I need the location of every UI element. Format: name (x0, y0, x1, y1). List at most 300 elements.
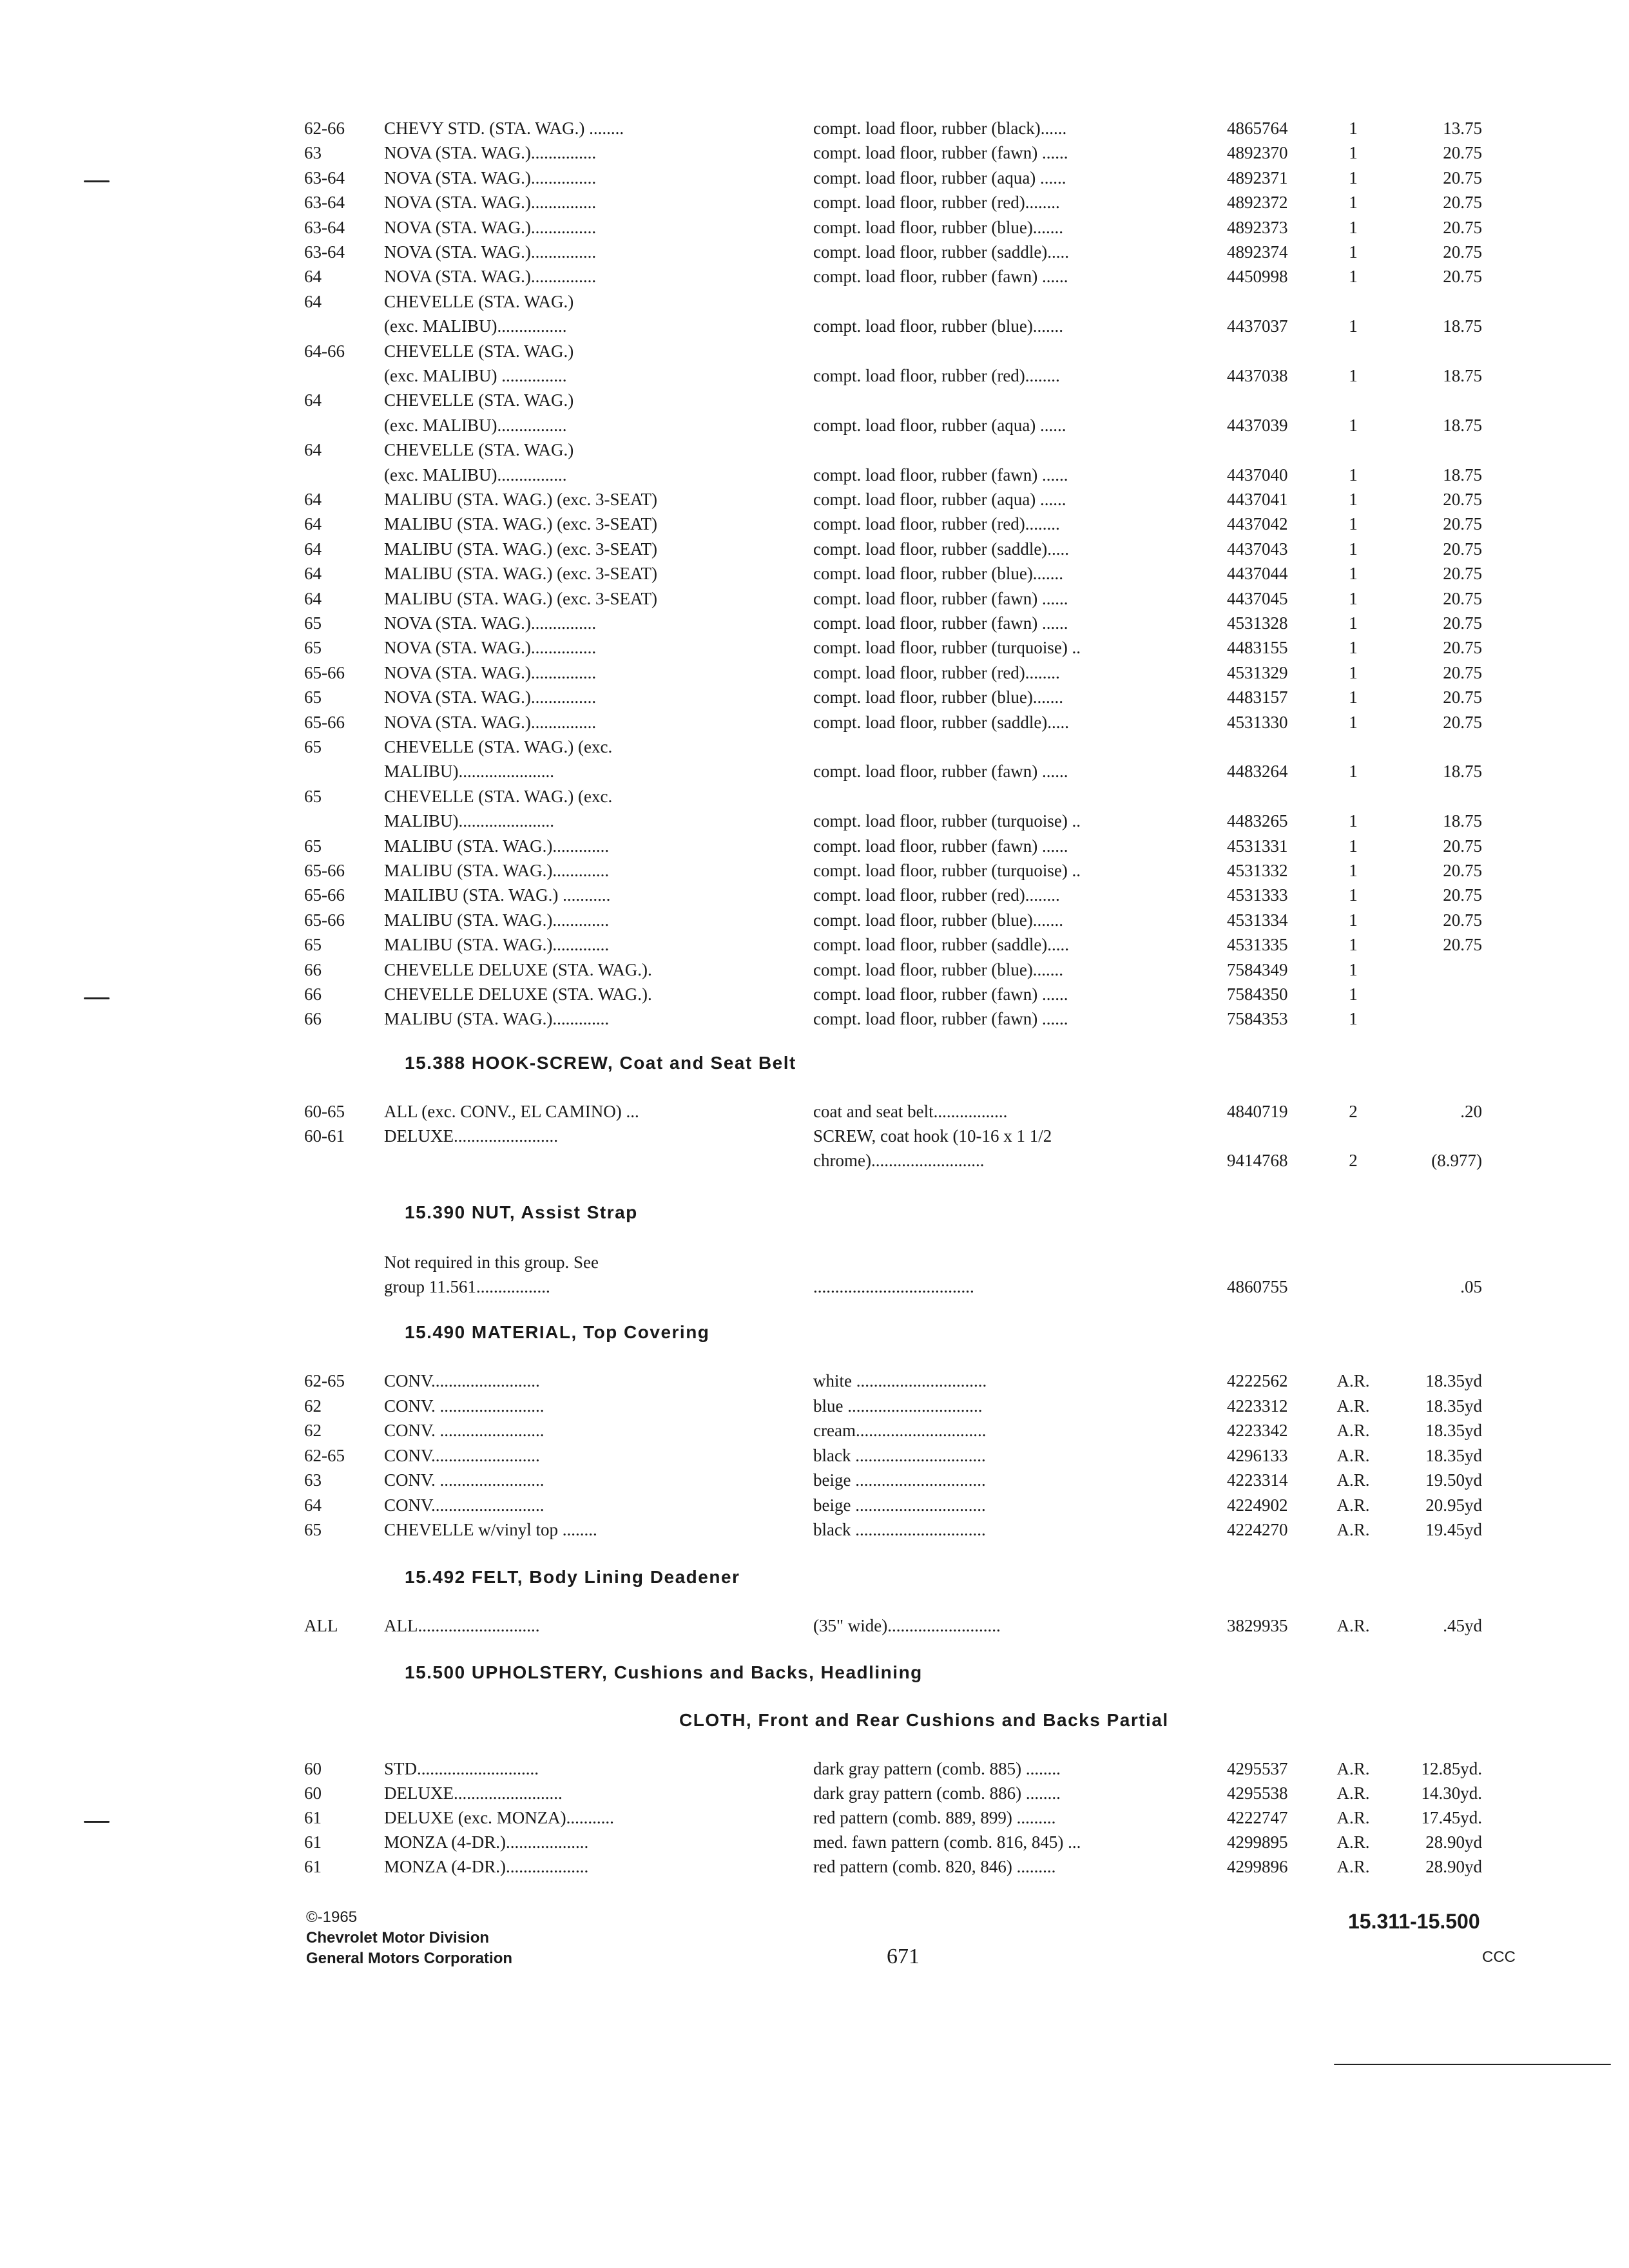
cell-price: 20.75 (1443, 836, 1482, 856)
cell-year: 61 (304, 1832, 322, 1852)
table-row (0, 858, 1629, 883)
cell-year: 63 (304, 1470, 322, 1490)
cell-price: 20.75 (1443, 143, 1482, 162)
cell-part: 4840719 (1227, 1102, 1288, 1121)
cell-price: 28.90yd (1425, 1857, 1482, 1876)
table-row (0, 512, 1629, 536)
cell-model: NOVA (STA. WAG.)............... (384, 168, 597, 187)
cell-price: 18.75 (1443, 316, 1482, 336)
cell-model: CONV. ........................ (384, 1470, 545, 1490)
cell-model: CONV......................... (384, 1371, 540, 1390)
cell-year: 64 (304, 292, 322, 311)
cell-model: CHEVELLE (STA. WAG.) (384, 440, 574, 459)
cell-part: 4223342 (1227, 1421, 1288, 1440)
cell-desc: compt. load floor, rubber (red)........ (813, 885, 1060, 905)
cell-model: NOVA (STA. WAG.)............... (384, 143, 597, 162)
cell-model: (exc. MALIBU) ............... (384, 366, 567, 385)
cell-desc: white .............................. (813, 1371, 987, 1390)
cell-model: MALIBU (STA. WAG.)............. (384, 861, 610, 880)
table-row (0, 215, 1629, 240)
cell-desc: compt. load floor, rubber (fawn) ...... (813, 267, 1068, 286)
cell-qty: 1 (1349, 168, 1358, 187)
cell-price: 20.75 (1443, 935, 1482, 954)
table-row (0, 1613, 1629, 1638)
cell-qty: 2 (1349, 1151, 1358, 1170)
cell-part: 4892372 (1227, 193, 1288, 212)
cell-year: 66 (304, 1009, 322, 1028)
table-row (0, 314, 1629, 338)
table-row (0, 561, 1629, 586)
cell-part: 4450998 (1227, 267, 1288, 286)
cell-model: NOVA (STA. WAG.)............... (384, 193, 597, 212)
cell-model: MALIBU (STA. WAG.) (exc. 3-SEAT) (384, 514, 658, 533)
cell-year: 65 (304, 836, 322, 856)
cell-qty: 1 (1349, 193, 1358, 212)
cell-desc: compt. load floor, rubber (red)........ (813, 663, 1060, 682)
cell-qty: A.R. (1336, 1421, 1370, 1440)
cell-model: DELUXE........................ (384, 1126, 558, 1146)
cell-qty: A.R. (1336, 1832, 1370, 1852)
cell-model: (exc. MALIBU)................ (384, 465, 567, 485)
cell-price: 20.75 (1443, 490, 1482, 509)
cell-year: 65-66 (304, 885, 345, 905)
punch-mark (84, 180, 110, 182)
cell-model: STD............................ (384, 1759, 539, 1778)
cell-part: 4531333 (1227, 885, 1288, 905)
cell-qty: 1 (1349, 1009, 1358, 1028)
cell-price: 20.75 (1443, 218, 1482, 237)
cell-model: CONV. ........................ (384, 1421, 545, 1440)
cell-model: CHEVELLE (STA. WAG.) (384, 341, 574, 361)
cell-year: 64 (304, 589, 322, 608)
cell-part: 4295537 (1227, 1759, 1288, 1778)
cell-part: 4437042 (1227, 514, 1288, 533)
cell-part: 7584350 (1227, 985, 1288, 1004)
cell-part: 4437037 (1227, 316, 1288, 336)
cell-desc: compt. load floor, rubber (fawn) ...... (813, 143, 1068, 162)
cell-qty: 1 (1349, 539, 1358, 559)
cell-year: 64 (304, 390, 322, 410)
table-row (0, 1250, 1629, 1274)
cell-price: 18.75 (1443, 465, 1482, 485)
cell-desc: red pattern (comb. 889, 899) ......... (813, 1808, 1056, 1827)
cell-model: Not required in this group. See (384, 1253, 599, 1272)
table-row (0, 982, 1629, 1006)
cell-qty: 1 (1349, 218, 1358, 237)
cell-qty: 1 (1349, 366, 1358, 385)
cell-qty: 1 (1349, 861, 1358, 880)
cell-part: 7584349 (1227, 960, 1288, 979)
cell-year: 64 (304, 440, 322, 459)
cell-qty: 1 (1349, 267, 1358, 286)
cell-desc: compt. load floor, rubber (turquoise) .. (813, 861, 1081, 880)
cell-part: 4222562 (1227, 1371, 1288, 1390)
table-row (0, 1517, 1629, 1542)
table-row (0, 363, 1629, 388)
cell-part: 4299895 (1227, 1832, 1288, 1852)
cell-year: 64 (304, 514, 322, 533)
cell-price: 18.75 (1443, 366, 1482, 385)
corporation-name: General Motors Corporation (306, 1950, 513, 1967)
cell-qty: A.R. (1336, 1446, 1370, 1465)
cell-price: 20.75 (1443, 514, 1482, 533)
cell-qty: A.R. (1336, 1759, 1370, 1778)
table-row (0, 1781, 1629, 1805)
table-row (0, 908, 1629, 932)
cell-qty: A.R. (1336, 1396, 1370, 1416)
cell-desc: compt. load floor, rubber (turquoise) .. (813, 638, 1081, 657)
cell-qty: 1 (1349, 910, 1358, 930)
cell-part: 4531331 (1227, 836, 1288, 856)
cell-price: 20.75 (1443, 589, 1482, 608)
cell-desc: blue ............................... (813, 1396, 983, 1416)
cell-desc: beige .............................. (813, 1470, 986, 1490)
cell-price: 14.30yd. (1421, 1783, 1482, 1803)
cell-model: CHEVELLE (STA. WAG.) (384, 292, 574, 311)
cell-model: NOVA (STA. WAG.)............... (384, 663, 597, 682)
cell-year: 66 (304, 985, 322, 1004)
cell-desc: compt. load floor, rubber (fawn) ...... (813, 762, 1068, 781)
cell-model: MALIBU (STA. WAG.)............. (384, 836, 610, 856)
table-row (0, 809, 1629, 833)
table-row (0, 289, 1629, 314)
cell-qty: 1 (1349, 514, 1358, 533)
cell-part: 4531330 (1227, 713, 1288, 732)
cell-model: MALIBU (STA. WAG.) (exc. 3-SEAT) (384, 564, 658, 583)
cell-qty: A.R. (1336, 1371, 1370, 1390)
cell-price: .05 (1460, 1277, 1482, 1296)
cell-desc: red pattern (comb. 820, 846) ......... (813, 1857, 1056, 1876)
cell-model: CHEVY STD. (STA. WAG.) ........ (384, 119, 624, 138)
division-name: Chevrolet Motor Division (306, 1929, 490, 1946)
cell-year: 65 (304, 787, 322, 806)
cell-qty: A.R. (1336, 1857, 1370, 1876)
cell-qty: 1 (1349, 416, 1358, 435)
cell-price: 20.95yd (1425, 1495, 1482, 1515)
cell-year: 65-66 (304, 663, 345, 682)
table-row (0, 1854, 1629, 1879)
cell-part: 4860755 (1227, 1277, 1288, 1296)
cell-part: 4437038 (1227, 366, 1288, 385)
cell-model: NOVA (STA. WAG.)............... (384, 242, 597, 262)
table-row (0, 388, 1629, 412)
cell-year: 60-61 (304, 1126, 345, 1146)
section-heading-upholstery: 15.500 UPHOLSTERY, Cushions and Backs, Headlining (405, 1662, 923, 1682)
cell-part: 4892374 (1227, 242, 1288, 262)
cell-part: 4222747 (1227, 1808, 1288, 1827)
cell-model: MONZA (4-DR.)................... (384, 1857, 589, 1876)
cell-model: DELUXE (exc. MONZA)........... (384, 1808, 614, 1827)
cell-qty: 1 (1349, 589, 1358, 608)
cell-model: MALIBU (STA. WAG.)............. (384, 1009, 610, 1028)
cell-desc: compt. load floor, rubber (turquoise) .. (813, 811, 1081, 831)
cell-part: 4295538 (1227, 1783, 1288, 1803)
cell-price: 20.75 (1443, 193, 1482, 212)
cell-desc: compt. load floor, rubber (blue)....... (813, 687, 1064, 707)
cell-desc: compt. load floor, rubber (aqua) ...... (813, 490, 1066, 509)
cell-model: NOVA (STA. WAG.)............... (384, 218, 597, 237)
cell-year: 65-66 (304, 713, 345, 732)
cell-price: 19.50yd (1425, 1470, 1482, 1490)
table-row (0, 240, 1629, 264)
table-row (0, 1805, 1629, 1830)
cell-qty: 1 (1349, 713, 1358, 732)
cell-price: 20.75 (1443, 663, 1482, 682)
cell-year: 64 (304, 539, 322, 559)
cell-model: NOVA (STA. WAG.)............... (384, 638, 597, 657)
table-row (0, 1369, 1629, 1393)
cell-qty: 1 (1349, 143, 1358, 162)
cell-year: 62-65 (304, 1371, 345, 1390)
table-row (0, 1099, 1629, 1124)
cell-year: 60 (304, 1783, 322, 1803)
cell-desc: compt. load floor, rubber (red)........ (813, 193, 1060, 212)
cell-desc: dark gray pattern (comb. 885) ........ (813, 1759, 1061, 1778)
cell-desc: compt. load floor, rubber (saddle)..... (813, 935, 1070, 954)
cell-year: 64 (304, 267, 322, 286)
cell-year: 65 (304, 638, 322, 657)
cell-model: MAILIBU (STA. WAG.) ........... (384, 885, 611, 905)
table-row (0, 883, 1629, 907)
cell-desc: beige .............................. (813, 1495, 986, 1515)
cell-price: 20.75 (1443, 242, 1482, 262)
cell-desc: ..................................... (813, 1277, 974, 1296)
cell-model: CONV. ........................ (384, 1396, 545, 1416)
cell-year: 65 (304, 737, 322, 756)
cell-part: 4296133 (1227, 1446, 1288, 1465)
cell-part: 4865764 (1227, 119, 1288, 138)
table-row (0, 1830, 1629, 1854)
table-row (0, 611, 1629, 635)
table-row (0, 116, 1629, 140)
cell-part: 4531334 (1227, 910, 1288, 930)
cell-year: 60-65 (304, 1102, 345, 1121)
cell-model: CHEVELLE DELUXE (STA. WAG.). (384, 985, 652, 1004)
cell-model: CHEVELLE w/vinyl top ........ (384, 1520, 597, 1539)
cell-price: 20.75 (1443, 910, 1482, 930)
cell-qty: 1 (1349, 465, 1358, 485)
cell-part: 4892371 (1227, 168, 1288, 187)
cell-desc: compt. load floor, rubber (fawn) ...... (813, 613, 1068, 633)
cell-year: 63-64 (304, 218, 345, 237)
cell-price: 18.75 (1443, 811, 1482, 831)
cell-qty: A.R. (1336, 1616, 1370, 1635)
table-row (0, 685, 1629, 709)
cell-desc: chrome).......................... (813, 1151, 985, 1170)
cell-part: 4437040 (1227, 465, 1288, 485)
cell-desc: compt. load floor, rubber (saddle)..... (813, 242, 1070, 262)
cell-model: NOVA (STA. WAG.)............... (384, 687, 597, 707)
cell-price: 20.75 (1443, 861, 1482, 880)
cell-qty: 1 (1349, 836, 1358, 856)
cell-qty: 1 (1349, 119, 1358, 138)
punch-mark (84, 1821, 110, 1823)
table-row (0, 537, 1629, 561)
cell-part: 4892370 (1227, 143, 1288, 162)
cell-qty: 1 (1349, 762, 1358, 781)
cell-part: 4224270 (1227, 1520, 1288, 1539)
cell-desc: med. fawn pattern (comb. 816, 845) ... (813, 1832, 1081, 1852)
cell-desc: compt. load floor, rubber (saddle)..... (813, 713, 1070, 732)
cell-part: 4299896 (1227, 1857, 1288, 1876)
cell-price: 19.45yd (1425, 1520, 1482, 1539)
cell-qty: 2 (1349, 1102, 1358, 1121)
table-row (0, 1418, 1629, 1443)
section-heading-felt: 15.492 FELT, Body Lining Deadener (405, 1567, 740, 1587)
cell-part: 4437039 (1227, 416, 1288, 435)
cell-qty: A.R. (1336, 1470, 1370, 1490)
cell-part: 4531328 (1227, 613, 1288, 633)
cell-price: 13.75 (1443, 119, 1482, 138)
cell-desc: compt. load floor, rubber (fawn) ...... (813, 589, 1068, 608)
cell-model: MONZA (4-DR.)................... (384, 1832, 589, 1852)
cell-desc: compt. load floor, rubber (blue)....... (813, 218, 1064, 237)
cell-part: 4483264 (1227, 762, 1288, 781)
cell-desc: black .............................. (813, 1446, 986, 1465)
cell-year: 65 (304, 935, 322, 954)
cell-desc: cream.............................. (813, 1421, 987, 1440)
cell-part: 4531329 (1227, 663, 1288, 682)
cell-year: 62 (304, 1421, 322, 1440)
table-row (0, 635, 1629, 660)
cell-desc: compt. load floor, rubber (red)........ (813, 366, 1060, 385)
cell-desc: compt. load floor, rubber (blue)....... (813, 910, 1064, 930)
cell-year: 61 (304, 1808, 322, 1827)
section-heading-hook-screw: 15.388 HOOK-SCREW, Coat and Seat Belt (405, 1053, 796, 1073)
cell-part: 9414768 (1227, 1151, 1288, 1170)
cell-model: NOVA (STA. WAG.)............... (384, 613, 597, 633)
cell-model: CHEVELLE DELUXE (STA. WAG.). (384, 960, 652, 979)
cell-price: 18.35yd (1425, 1396, 1482, 1416)
table-row (0, 1493, 1629, 1517)
cell-year: 65-66 (304, 910, 345, 930)
cell-year: 60 (304, 1759, 322, 1778)
cell-part: 3829935 (1227, 1616, 1288, 1635)
cell-part: 4437041 (1227, 490, 1288, 509)
cell-price: .45yd (1443, 1616, 1482, 1635)
cell-model: ALL (exc. CONV., EL CAMINO) ... (384, 1102, 639, 1121)
cell-desc: compt. load floor, rubber (red)........ (813, 514, 1060, 533)
cell-part: 4483265 (1227, 811, 1288, 831)
page-range: 15.311-15.500 (1348, 1910, 1480, 1933)
cell-part: 7584353 (1227, 1009, 1288, 1028)
punch-mark (84, 997, 110, 999)
cell-qty: 1 (1349, 490, 1358, 509)
cell-desc: coat and seat belt................. (813, 1102, 1008, 1121)
cell-desc: compt. load floor, rubber (blue)....... (813, 316, 1064, 336)
cell-qty: A.R. (1336, 1808, 1370, 1827)
cell-model: CHEVELLE (STA. WAG.) (384, 390, 574, 410)
cell-part: 4437045 (1227, 589, 1288, 608)
cell-year: 64 (304, 490, 322, 509)
cell-price: 20.75 (1443, 267, 1482, 286)
cell-model: MALIBU)...................... (384, 762, 554, 781)
cell-qty: 1 (1349, 960, 1358, 979)
table-row (0, 437, 1629, 462)
table-row (0, 166, 1629, 190)
cell-price: 20.75 (1443, 564, 1482, 583)
table-row (0, 759, 1629, 783)
cell-desc: compt. load floor, rubber (blue)....... (813, 960, 1064, 979)
cell-model: (exc. MALIBU)................ (384, 316, 567, 336)
table-row (0, 957, 1629, 982)
cell-qty: 1 (1349, 316, 1358, 336)
cell-part: 4223312 (1227, 1396, 1288, 1416)
cell-qty: 1 (1349, 613, 1358, 633)
cell-year: 66 (304, 960, 322, 979)
cell-model: MALIBU (STA. WAG.)............. (384, 935, 610, 954)
cell-model: group 11.561................. (384, 1277, 550, 1296)
table-row (0, 735, 1629, 759)
cell-qty: A.R. (1336, 1520, 1370, 1539)
cell-model: NOVA (STA. WAG.)............... (384, 267, 597, 286)
cell-model: ALL............................ (384, 1616, 540, 1635)
table-row (0, 1443, 1629, 1468)
cell-qty: 1 (1349, 663, 1358, 682)
cell-qty: A.R. (1336, 1495, 1370, 1515)
table-row (0, 660, 1629, 685)
page-number: 671 (887, 1945, 920, 1968)
table-row (0, 932, 1629, 957)
cell-qty: 1 (1349, 935, 1358, 954)
cell-part: 4437043 (1227, 539, 1288, 559)
cell-price: 20.75 (1443, 885, 1482, 905)
cell-year: 62 (304, 1396, 322, 1416)
cell-year: 65 (304, 1520, 322, 1539)
table-row (0, 1394, 1629, 1418)
cell-qty: 1 (1349, 885, 1358, 905)
cell-qty: 1 (1349, 638, 1358, 657)
table-row (0, 1756, 1629, 1781)
cell-price: 18.75 (1443, 416, 1482, 435)
cell-desc: (35" wide).......................... (813, 1616, 1001, 1635)
cell-model: MALIBU (STA. WAG.) (exc. 3-SEAT) (384, 490, 658, 509)
cell-qty: A.R. (1336, 1783, 1370, 1803)
cell-part: 4483155 (1227, 638, 1288, 657)
cell-year: 62-66 (304, 119, 345, 138)
cell-model: DELUXE......................... (384, 1783, 563, 1803)
table-row (0, 784, 1629, 809)
cell-desc: compt. load floor, rubber (fawn) ...... (813, 1009, 1068, 1028)
cell-desc: compt. load floor, rubber (fawn) ...... (813, 985, 1068, 1004)
cell-model: CHEVELLE (STA. WAG.) (exc. (384, 737, 613, 756)
cell-part: 4223314 (1227, 1470, 1288, 1490)
table-row (0, 710, 1629, 735)
subsection-heading-cloth: CLOTH, Front and Rear Cushions and Backs Partial (679, 1710, 1169, 1730)
cell-desc: compt. load floor, rubber (saddle)..... (813, 539, 1070, 559)
cell-price: 12.85yd. (1421, 1759, 1482, 1778)
section-heading-nut: 15.390 NUT, Assist Strap (405, 1202, 638, 1222)
section-heading-material: 15.490 MATERIAL, Top Covering (405, 1322, 710, 1342)
cell-price: 20.75 (1443, 638, 1482, 657)
cell-qty: 1 (1349, 687, 1358, 707)
cell-price: 18.35yd (1425, 1446, 1482, 1465)
cell-year: 63-64 (304, 242, 345, 262)
table-row (0, 1124, 1629, 1148)
cell-price: 20.75 (1443, 713, 1482, 732)
cell-desc: compt. load floor, rubber (blue)....... (813, 564, 1064, 583)
cell-model: MALIBU)...................... (384, 811, 554, 831)
cell-desc: compt. load floor, rubber (aqua) ...... (813, 168, 1066, 187)
table-row (0, 339, 1629, 363)
cell-desc: SCREW, coat hook (10-16 x 1 1/2 (813, 1126, 1052, 1146)
table-row (0, 1006, 1629, 1031)
cell-desc: compt. load floor, rubber (fawn) ...... (813, 465, 1068, 485)
cell-part: 4892373 (1227, 218, 1288, 237)
cell-desc: black .............................. (813, 1520, 986, 1539)
cell-year: 65 (304, 687, 322, 707)
cell-price: 28.90yd (1425, 1832, 1482, 1852)
